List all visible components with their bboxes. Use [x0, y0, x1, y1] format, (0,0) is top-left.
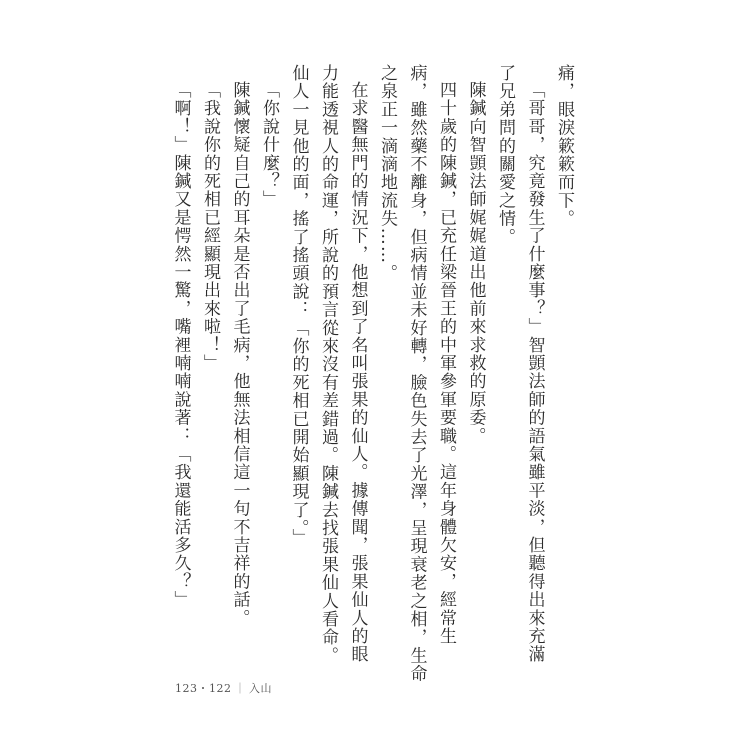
- footer-separator: ｜: [234, 682, 246, 695]
- body-text: [165, 64, 578, 683]
- paragraph: 病，雖然藥不離身，但病情並未好轉，臉色失去了光澤，呈現衰老之相，生命: [406, 64, 427, 683]
- paragraph: 「你說什麼？」: [259, 81, 279, 209]
- paragraph: 仙人一見他的面，搖了搖頭說：「你的死相已開始顯現了。」: [288, 64, 309, 547]
- paragraph: 了兄弟問的關愛之情。: [495, 64, 515, 246]
- paragraph: 力能透視人的命運，所說的預言從來沒有差錯過。陳鍼去找張果仙人看命。: [318, 64, 338, 665]
- paragraph: 在求醫無門的情況下，他想到了名叫張果的仙人。據傳聞，張果仙人的眼: [347, 81, 368, 664]
- paragraph: 「啊！」陳鍼又是愕然一驚，嘴裡喃喃說著：「我還能活多久？」: [170, 81, 191, 609]
- paragraph: 陳鍼懷疑自己的耳朵是否出了毛病，他無法相信這一句不吉祥的話。: [229, 81, 250, 627]
- paragraph: 四十歲的陳鍼，已充任梁晉王的中軍參軍要職。這年身體欠安，經常生: [436, 81, 456, 646]
- page-footer: [175, 680, 272, 696]
- paragraph: 「哥哥，究竟發生了什麼事？」智顗法師的語氣雖平淡，但聽得出來充滿: [524, 81, 545, 664]
- paragraph: 「我說你的死相已經顯現出來啦！」: [200, 81, 220, 373]
- book-title: 入山: [249, 682, 272, 695]
- paragraph: 陳鍼向智顗法師娓娓道出他前來求救的原委。: [465, 81, 486, 445]
- paragraph: 痛，眼淚簌簌而下。: [554, 64, 574, 228]
- page-numbers: 123・122: [175, 682, 232, 695]
- paragraph: 之泉正一滴滴地流失……。: [377, 64, 397, 283]
